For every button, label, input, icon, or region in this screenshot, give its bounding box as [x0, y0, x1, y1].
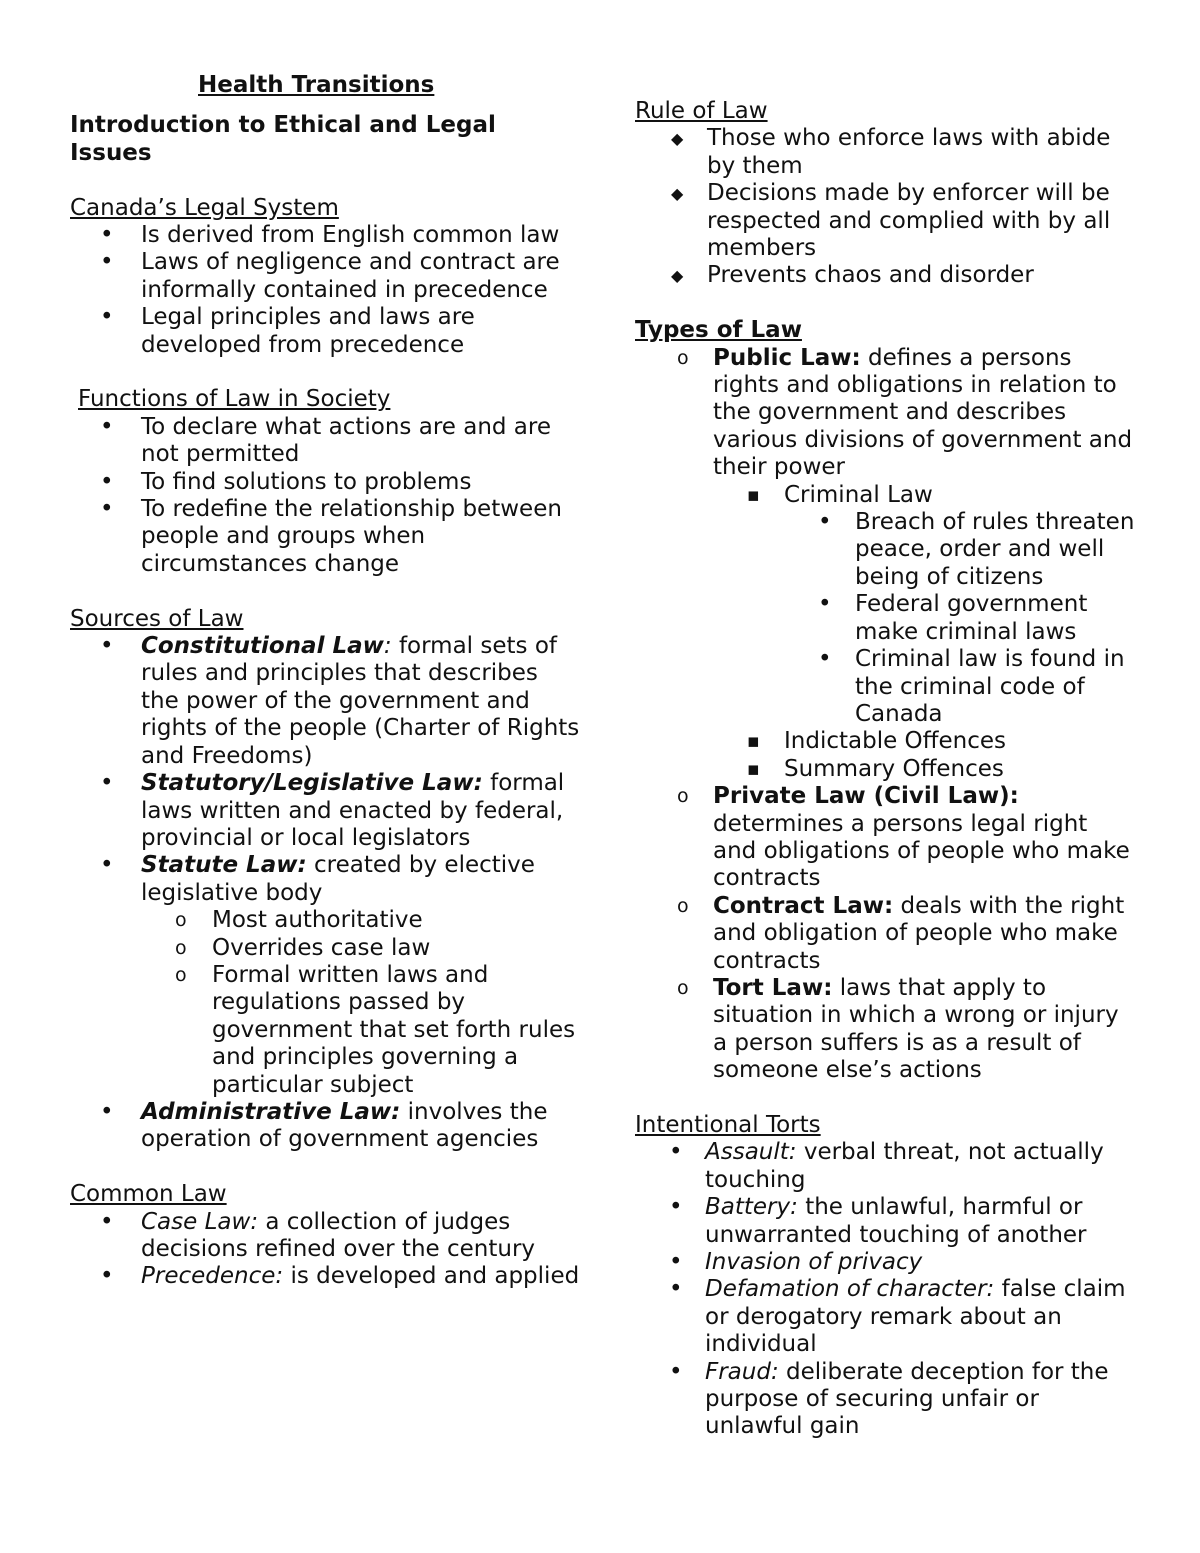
- right-column: [635, 98, 1135, 1441]
- square-bullet-icon: ▪: [747, 483, 760, 506]
- square-bullet-icon: ▪: [747, 757, 760, 780]
- list-item: • Constitutional Law: formal sets of rules and principles that describes the power of the government and rights of the people (Charter of Rights and Freedoms): [100, 633, 580, 769]
- circle-bullet-icon: o: [175, 963, 187, 986]
- public-law-sublist: [713, 482, 1135, 783]
- diamond-bullet-icon: ◆: [671, 129, 684, 149]
- statute-law-sublist: [141, 907, 580, 1099]
- term: Constitutional Law: [141, 633, 384, 660]
- list-item: • Legal principles and laws are developed from precedence: [100, 304, 475, 358]
- page-subtitle: Introduction to Ethical and Legal Issues: [70, 112, 496, 166]
- list-item: ◆ Those who enforce laws with abide by them: [671, 125, 1111, 179]
- list-item: ◆ Decisions made by enforcer will be respected and complied with by all members: [671, 180, 1111, 262]
- list-item: • Criminal law is found in the criminal code of Canada: [818, 646, 1125, 727]
- list-item: ▪ Summary Offences: [747, 755, 1004, 782]
- types-of-law-list: [635, 345, 1135, 1085]
- square-bullet-icon: ▪: [747, 730, 760, 753]
- list-item: • Assault: verbal threat, not actually touching: [669, 1139, 1104, 1193]
- bullet-icon: •: [100, 633, 114, 660]
- bullet-icon: •: [818, 646, 832, 673]
- circle-bullet-icon: o: [175, 936, 187, 959]
- intentional-torts-list: [635, 1139, 1135, 1440]
- bullet-icon: •: [100, 1263, 114, 1290]
- list-item: • Case Law: a collection of judges decisions refined over the century: [100, 1208, 536, 1262]
- sources-of-law-list: [70, 633, 580, 1154]
- canada-legal-system-list: [70, 222, 580, 359]
- list-item: o Most authoritative: [175, 907, 423, 934]
- list-item: [635, 1249, 1135, 1276]
- term: Fraud:: [705, 1358, 779, 1385]
- term: Defamation of character:: [705, 1276, 995, 1303]
- list-item: • Is derived from English common law: [100, 222, 560, 249]
- bullet-icon: •: [100, 770, 114, 797]
- bullet-icon: •: [818, 509, 832, 536]
- term: Tort Law:: [713, 974, 833, 1001]
- common-law-heading: Common Law: [70, 1181, 227, 1208]
- list-item: ◆ Prevents chaos and disorder: [671, 262, 1034, 289]
- list-item: • Administrative Law: involves the operation of government agencies: [100, 1098, 548, 1153]
- list-item: • Laws of negligence and contract are informally contained in precedence: [100, 249, 560, 303]
- list-item: • Battery: the unlawful, harmful or unwarranted touching of another: [669, 1194, 1087, 1248]
- list-item: o Public Law: defines a persons rights and obligations in relation to the government and describes various divisions of government and their power ▪ Criminal Law • Breach of rules threaten peace, order and well being of citizens • Federal government make criminal laws • Criminal law is found in the criminal code of Canada ▪ Indictable Offences ▪ Summary Offences: [677, 344, 1135, 782]
- circle-bullet-icon: o: [677, 976, 689, 999]
- bullet-icon: •: [100, 222, 114, 249]
- bullet-icon: •: [100, 496, 114, 523]
- term: Precedence:: [141, 1263, 284, 1290]
- list-item: ▪ Criminal Law • Breach of rules threaten peace, order and well being of citizens • Federal government make criminal laws • Criminal law is found in the criminal code of Canada: [747, 481, 1135, 727]
- list-item: • Defamation of character: false claim or derogatory remark about an individual: [669, 1276, 1126, 1358]
- sources-of-law-heading: Sources of Law: [70, 605, 244, 632]
- rule-of-law-heading: Rule of Law: [635, 98, 768, 124]
- term: Administrative Law:: [141, 1098, 401, 1125]
- term: Statutory/Legislative Law:: [141, 770, 483, 797]
- term: Case Law:: [141, 1208, 259, 1235]
- list-item: o Contract Law: deals with the right and obligation of people who make contracts: [677, 892, 1125, 974]
- list-item: • Statutory/Legislative Law: formal laws written and enacted by federal, provincial or local legislators: [100, 770, 565, 851]
- list-item: • Breach of rules threaten peace, order and well being of citizens: [818, 509, 1135, 590]
- list-item: o Overrides case law: [175, 934, 431, 961]
- bullet-icon: •: [818, 591, 832, 618]
- circle-bullet-icon: o: [677, 785, 689, 808]
- bullet-icon: •: [669, 1249, 683, 1276]
- bullet-icon: •: [100, 249, 114, 276]
- bullet-icon: •: [669, 1276, 683, 1303]
- list-item: ▪ Indictable Offences: [747, 728, 1007, 755]
- types-of-law-heading: Types of Law: [635, 317, 802, 344]
- diamond-bullet-icon: ◆: [671, 266, 684, 286]
- term: Battery:: [705, 1194, 798, 1221]
- bullet-icon: •: [100, 1208, 114, 1235]
- list-item: • To find solutions to problems: [100, 468, 472, 495]
- rule-of-law-list: [635, 125, 1135, 289]
- diamond-bullet-icon: ◆: [671, 184, 684, 204]
- bullet-icon: •: [100, 468, 114, 495]
- bullet-icon: •: [100, 1098, 114, 1125]
- circle-bullet-icon: o: [677, 894, 689, 917]
- list-item: • Statute Law: created by elective legislative body o Most authoritative o Overrides case law o Formal written laws and regulations passed by government that set forth rules and principles governing a particular subject: [70, 852, 580, 1099]
- list-item: • To declare what actions are and are not permitted: [100, 413, 552, 468]
- common-law-list: [70, 1209, 580, 1291]
- term: Invasion of privacy: [705, 1249, 923, 1276]
- intentional-torts-heading: Intentional Torts: [635, 1112, 821, 1138]
- list-item: • Precedence: is developed and applied: [100, 1263, 580, 1290]
- bullet-icon: •: [100, 413, 114, 440]
- canada-legal-system-heading: Canada’s Legal System: [70, 194, 339, 221]
- bullet-icon: •: [100, 852, 114, 879]
- list-item: o Private Law (Civil Law): determines a persons legal right and obligations of people who make contracts: [677, 783, 1130, 892]
- bullet-icon: •: [669, 1139, 683, 1166]
- term: Statute Law:: [141, 852, 307, 879]
- list-item: • Fraud: deliberate deception for the purpose of securing unfair or unlawful gain: [669, 1358, 1109, 1440]
- list-item: • To redefine the relationship between people and groups when circumstances change: [100, 496, 562, 577]
- list-item: o Formal written laws and regulations passed by government that set forth rules and principles governing a particular subject: [175, 961, 576, 1098]
- bullet-icon: •: [669, 1358, 683, 1385]
- term: Public Law:: [713, 344, 861, 371]
- list-item: o Tort Law: laws that apply to situation in which a wrong or injury a person suffers is as a result of someone else’s actions: [677, 974, 1119, 1084]
- circle-bullet-icon: o: [677, 346, 689, 369]
- left-column: [70, 72, 580, 1291]
- term: Assault:: [705, 1139, 797, 1166]
- bullet-icon: •: [669, 1194, 683, 1221]
- term: Contract Law:: [713, 892, 894, 919]
- functions-of-law-list: [70, 414, 580, 578]
- criminal-law-sublist: [784, 509, 1135, 728]
- term: Private Law (Civil Law):: [713, 783, 1019, 810]
- list-item: • Federal government make criminal laws: [818, 591, 1088, 645]
- bullet-icon: •: [100, 304, 114, 331]
- functions-of-law-heading: Functions of Law in Society: [78, 386, 391, 413]
- circle-bullet-icon: o: [175, 909, 187, 932]
- page-title: Health Transitions: [198, 72, 435, 98]
